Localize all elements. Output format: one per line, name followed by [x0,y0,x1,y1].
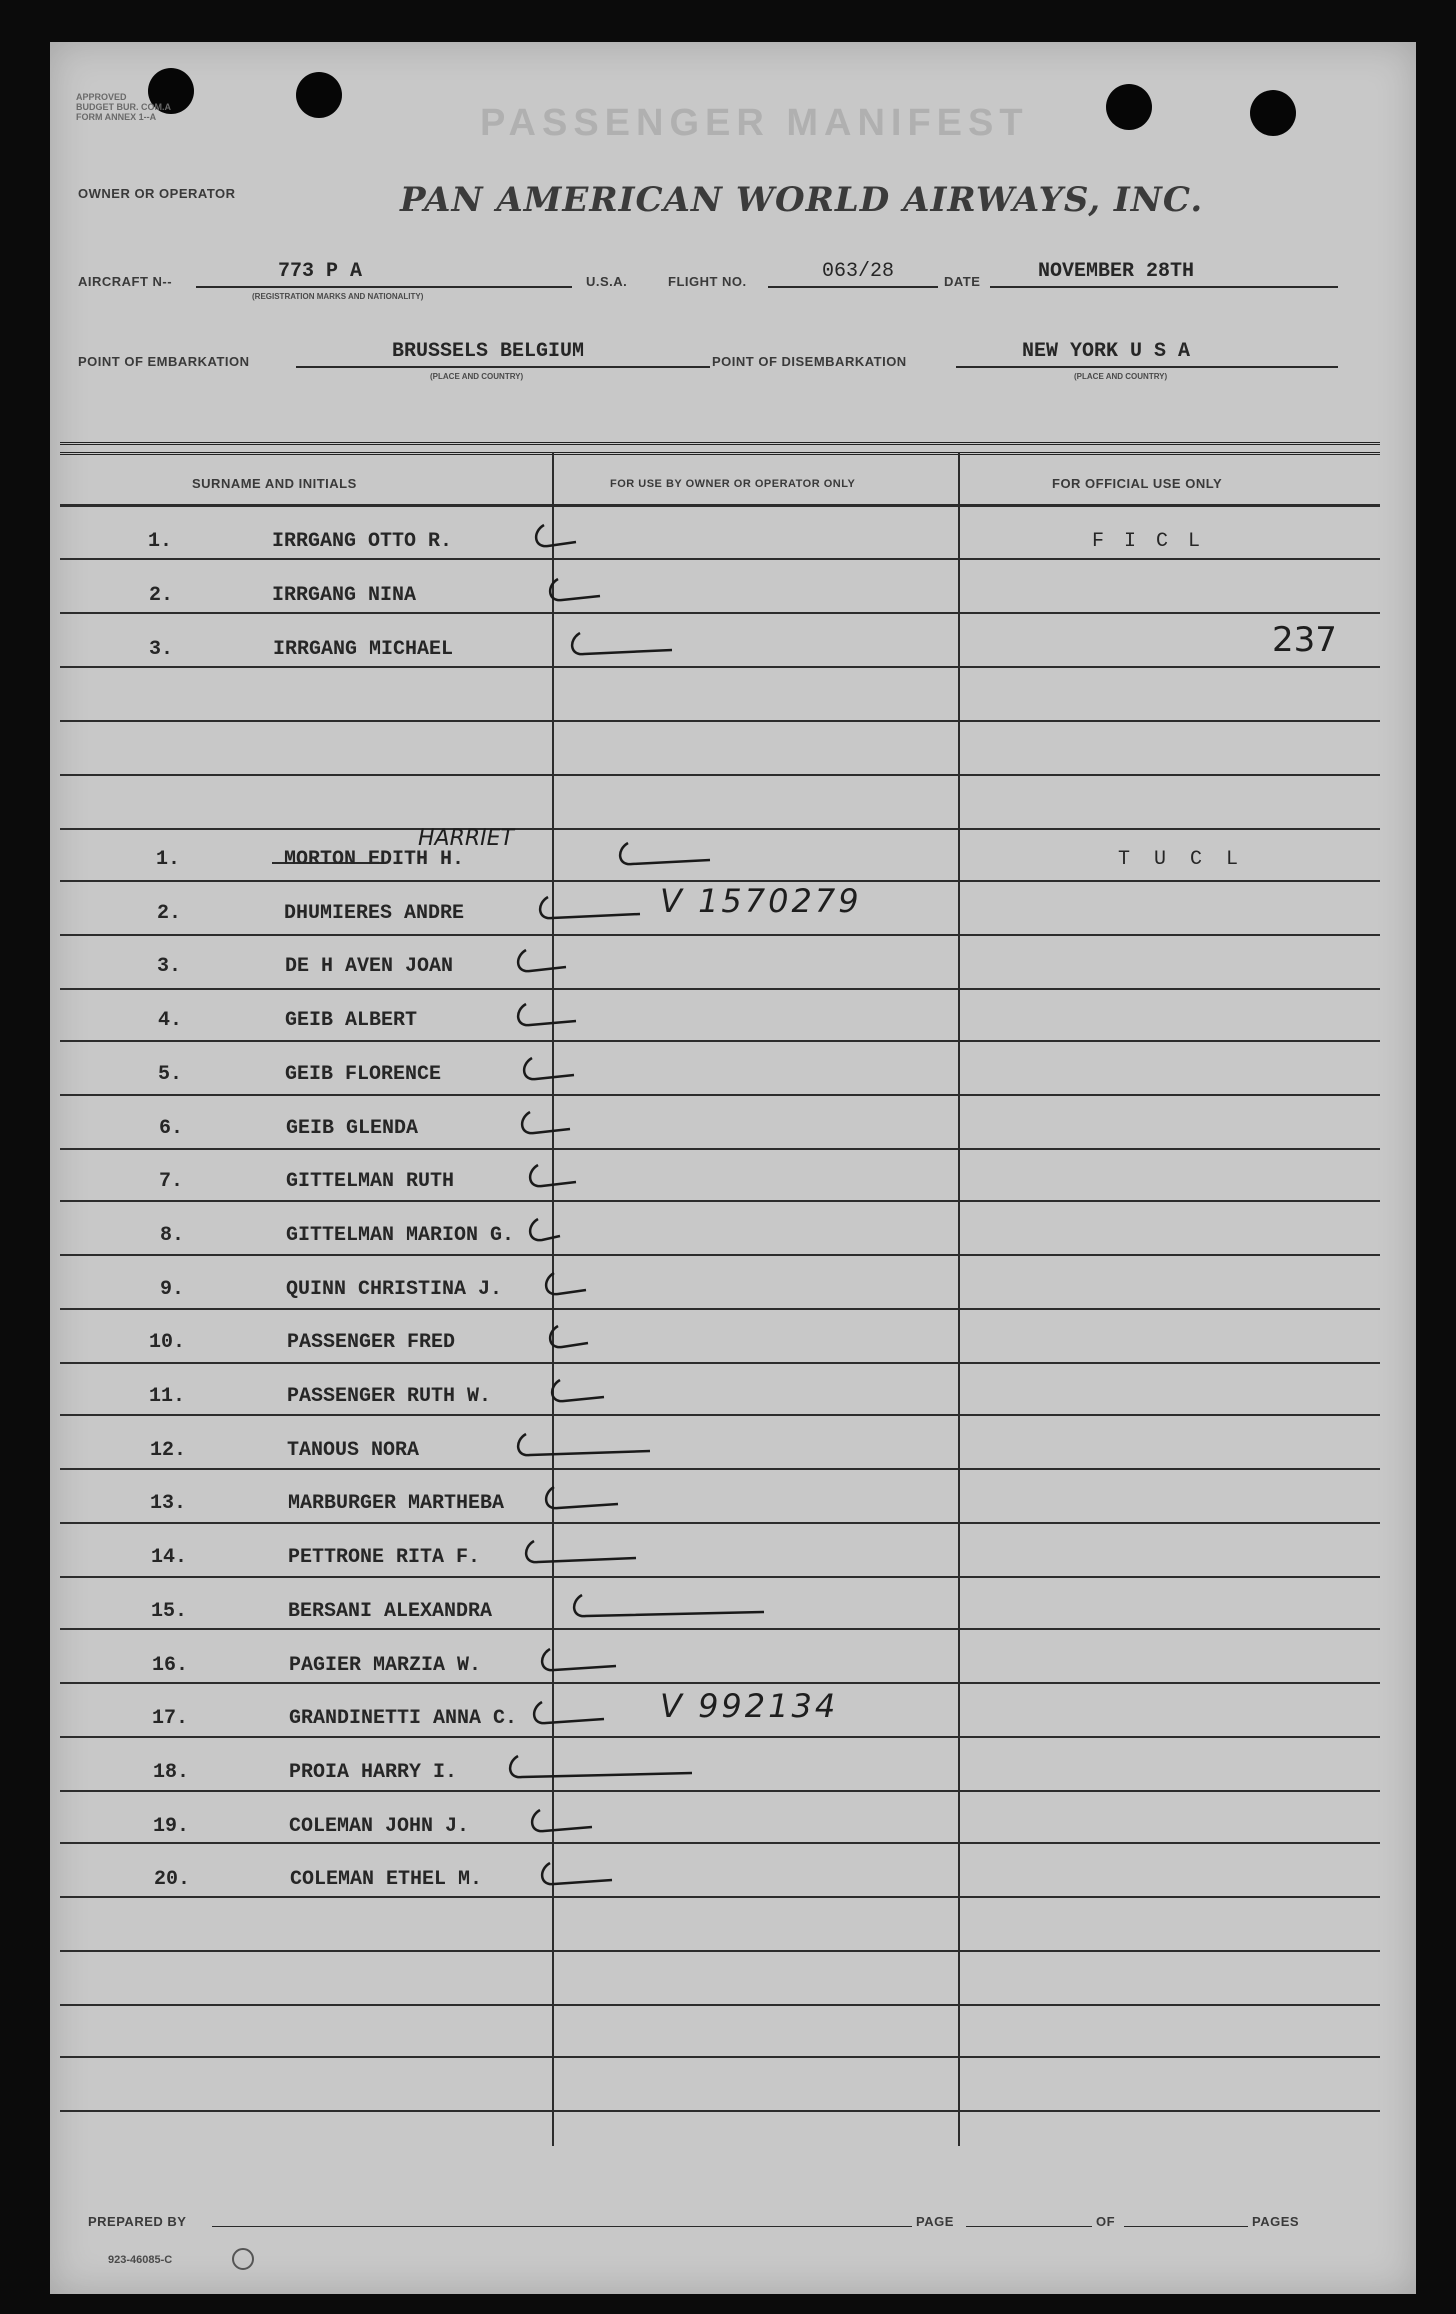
flight-label: FLIGHT NO. [668,274,747,289]
union-label-icon [232,2248,254,2270]
row-rule [60,1094,1380,1096]
row-rule [60,988,1380,990]
row-rule [60,2110,1380,2112]
row-rule [60,2056,1380,2058]
passenger-name: IRRGANG NINA [272,584,417,607]
row-rule [60,1362,1380,1364]
row-number: 5. [157,1062,182,1086]
check-mark [566,630,676,664]
of-label: OF [1096,2214,1116,2229]
passenger-name: DHUMIERES ANDRE [284,901,465,925]
row-rule [60,1414,1380,1416]
row-number: 1. [155,848,180,871]
handwritten-note: V 992134 [660,1687,839,1726]
row-number: 13. [149,1492,186,1516]
row-rule [60,1148,1380,1150]
col-official-header: FOR OFFICIAL USE ONLY [1052,476,1223,491]
punch-hole [296,72,342,118]
row-number: 3. [156,955,181,979]
check-mark [568,1592,768,1626]
passenger-name: COLEMAN ETHEL M. [290,1868,483,1892]
punch-hole [1106,84,1152,130]
col-divider-2 [958,452,960,2146]
check-mark [512,1431,654,1465]
check-mark [536,1646,620,1680]
row-number: 17. [151,1707,188,1731]
group1-official-code: F I C L [1092,530,1205,553]
passenger-name: MORTON EDITH H. [284,848,465,871]
passenger-name: QUINN CHRISTINA J. [286,1277,503,1301]
flight-value: 063/28 [822,260,895,283]
embark-underline [296,366,710,368]
passenger-name: GEIB GLENDA [286,1116,419,1140]
row-rule [60,720,1380,722]
passenger-name: GITTELMAN RUTH [286,1170,455,1194]
check-mark [504,1753,696,1787]
row-number: 16. [151,1653,188,1677]
row-number: 20. [153,1868,190,1892]
row-number: 12. [149,1438,186,1462]
row-rule [60,558,1380,560]
check-mark [544,576,604,610]
row-number: 7. [158,1170,183,1194]
usa-label: U.S.A. [586,274,628,289]
row-rule [60,1040,1380,1042]
disembark-underline [956,366,1338,368]
approval-note: APPROVED BUDGET BUR. COM.A FORM ANNEX 1--A [76,92,171,122]
page-label: PAGE [916,2214,954,2229]
owner-label: OWNER OR OPERATOR [78,186,236,201]
header-rule [60,504,1380,507]
check-mark [518,1055,578,1089]
row-rule [60,828,1380,830]
check-mark [540,1484,622,1518]
check-mark [530,522,580,556]
check-mark [512,947,570,981]
row-rule [60,1308,1380,1310]
aircraft-value: 773 P A [278,260,363,283]
group2-official-code: T U C L [1118,848,1245,871]
check-mark [544,1323,592,1357]
row-number: 2. [156,901,181,925]
passenger-name: PROIA HARRY I. [289,1760,458,1784]
date-underline [990,286,1338,288]
row-rule [60,1790,1380,1792]
check-mark [534,894,644,928]
col-surname-header: SURNAME AND INITIALS [192,476,357,491]
disembark-label: POINT OF DISEMBARKATION [712,354,907,369]
row-rule [60,1200,1380,1202]
group1-official-number: 237 [1272,620,1337,660]
row-number: 2. [148,584,173,607]
date-label: DATE [944,274,981,289]
row-number: 18. [152,1760,189,1784]
date-value: NOVEMBER 28TH [1038,260,1195,283]
check-mark [524,1216,564,1250]
row-number: 1. [147,530,172,553]
passenger-name: GEIB FLORENCE [285,1062,442,1086]
disembark-value: NEW YORK U S A [1022,340,1191,363]
check-mark [526,1807,596,1841]
passenger-name: PETTRONE RITA F. [288,1546,481,1570]
row-rule [60,774,1380,776]
check-mark [516,1109,574,1143]
passenger-name: PASSENGER FRED [287,1331,456,1355]
row-number: 8. [159,1223,184,1247]
row-rule [60,666,1380,668]
check-mark [524,1162,580,1196]
aircraft-sublabel: (REGISTRATION MARKS AND NATIONALITY) [252,292,424,301]
row-number: 15. [150,1599,187,1623]
aircraft-underline [196,286,572,288]
row-number: 4. [157,1009,182,1033]
passenger-name: PAGIER MARZIA W. [289,1653,482,1677]
form-number: 923-46085-C [108,2254,173,2266]
row-rule [60,934,1380,936]
row-rule [60,1628,1380,1630]
row-rule [60,1682,1380,1684]
passenger-name: GEIB ALBERT [285,1009,418,1033]
row-number: 19. [152,1814,189,1838]
flight-underline [768,286,938,288]
check-mark [614,840,714,874]
passenger-name: COLEMAN JOHN J. [289,1814,470,1838]
passenger-name: PASSENGER RUTH W. [287,1385,492,1408]
check-mark [520,1538,640,1572]
passenger-name: IRRGANG OTTO R. [272,530,453,553]
row-rule [60,1950,1380,1952]
pages-label: PAGES [1252,2214,1300,2229]
check-mark [512,1001,580,1035]
row-rule [60,2004,1380,2006]
row-number: 9. [159,1277,184,1301]
row-rule [60,612,1380,614]
embark-label: POINT OF EMBARKATION [78,354,250,369]
prepared-label: PREPARED BY [88,2214,187,2229]
row-number: 11. [148,1385,185,1408]
row-number: 14. [150,1546,187,1570]
passenger-name: DE H AVEN JOAN [285,955,454,979]
page-underline [966,2226,1092,2227]
embark-value: BRUSSELS BELGIUM [392,340,585,363]
passenger-name: MARBURGER MARTHEBA [288,1492,505,1516]
table-top-rule-2 [60,452,1380,460]
row-rule [60,1842,1380,1844]
row-rule [60,1468,1380,1470]
row-number: 10. [148,1331,185,1355]
check-mark [536,1860,616,1894]
passenger-name: IRRGANG MICHAEL [273,638,454,661]
row-rule [60,1576,1380,1578]
company-name: PAN AMERICAN WORLD AIRWAYS, INC. [400,180,1204,220]
passenger-name: GITTELMAN MARION G. [286,1223,515,1247]
col-operator-header: FOR USE BY OWNER OR OPERATOR ONLY [610,478,856,490]
passenger-name: BERSANI ALEXANDRA [288,1599,493,1623]
disembark-sublabel: (PLACE AND COUNTRY) [1074,372,1168,381]
check-mark [546,1377,608,1411]
aircraft-label: AIRCRAFT N-- [78,274,173,289]
table-top-rule [60,442,1380,450]
row-rule [60,1736,1380,1738]
manifest-sheet [50,42,1416,2294]
punch-hole [1250,90,1296,136]
of-underline [1124,2226,1248,2227]
row-number: 6. [158,1116,183,1140]
row-rule [60,1896,1380,1898]
form-title: PASSENGER MANIFEST [480,102,1029,144]
passenger-name: TANOUS NORA [287,1438,420,1462]
prepared-underline [212,2226,912,2227]
handwritten-note: V 1570279 [660,881,862,920]
hand-insert-harriet: HARRIET [418,826,514,851]
check-mark [528,1699,608,1733]
passenger-name: GRANDINETTI ANNA C. [289,1707,518,1731]
embark-sublabel: (PLACE AND COUNTRY) [430,372,524,381]
check-mark [540,1270,590,1304]
row-rule [60,1522,1380,1524]
row-number: 3. [148,638,173,661]
row-rule [60,1254,1380,1256]
